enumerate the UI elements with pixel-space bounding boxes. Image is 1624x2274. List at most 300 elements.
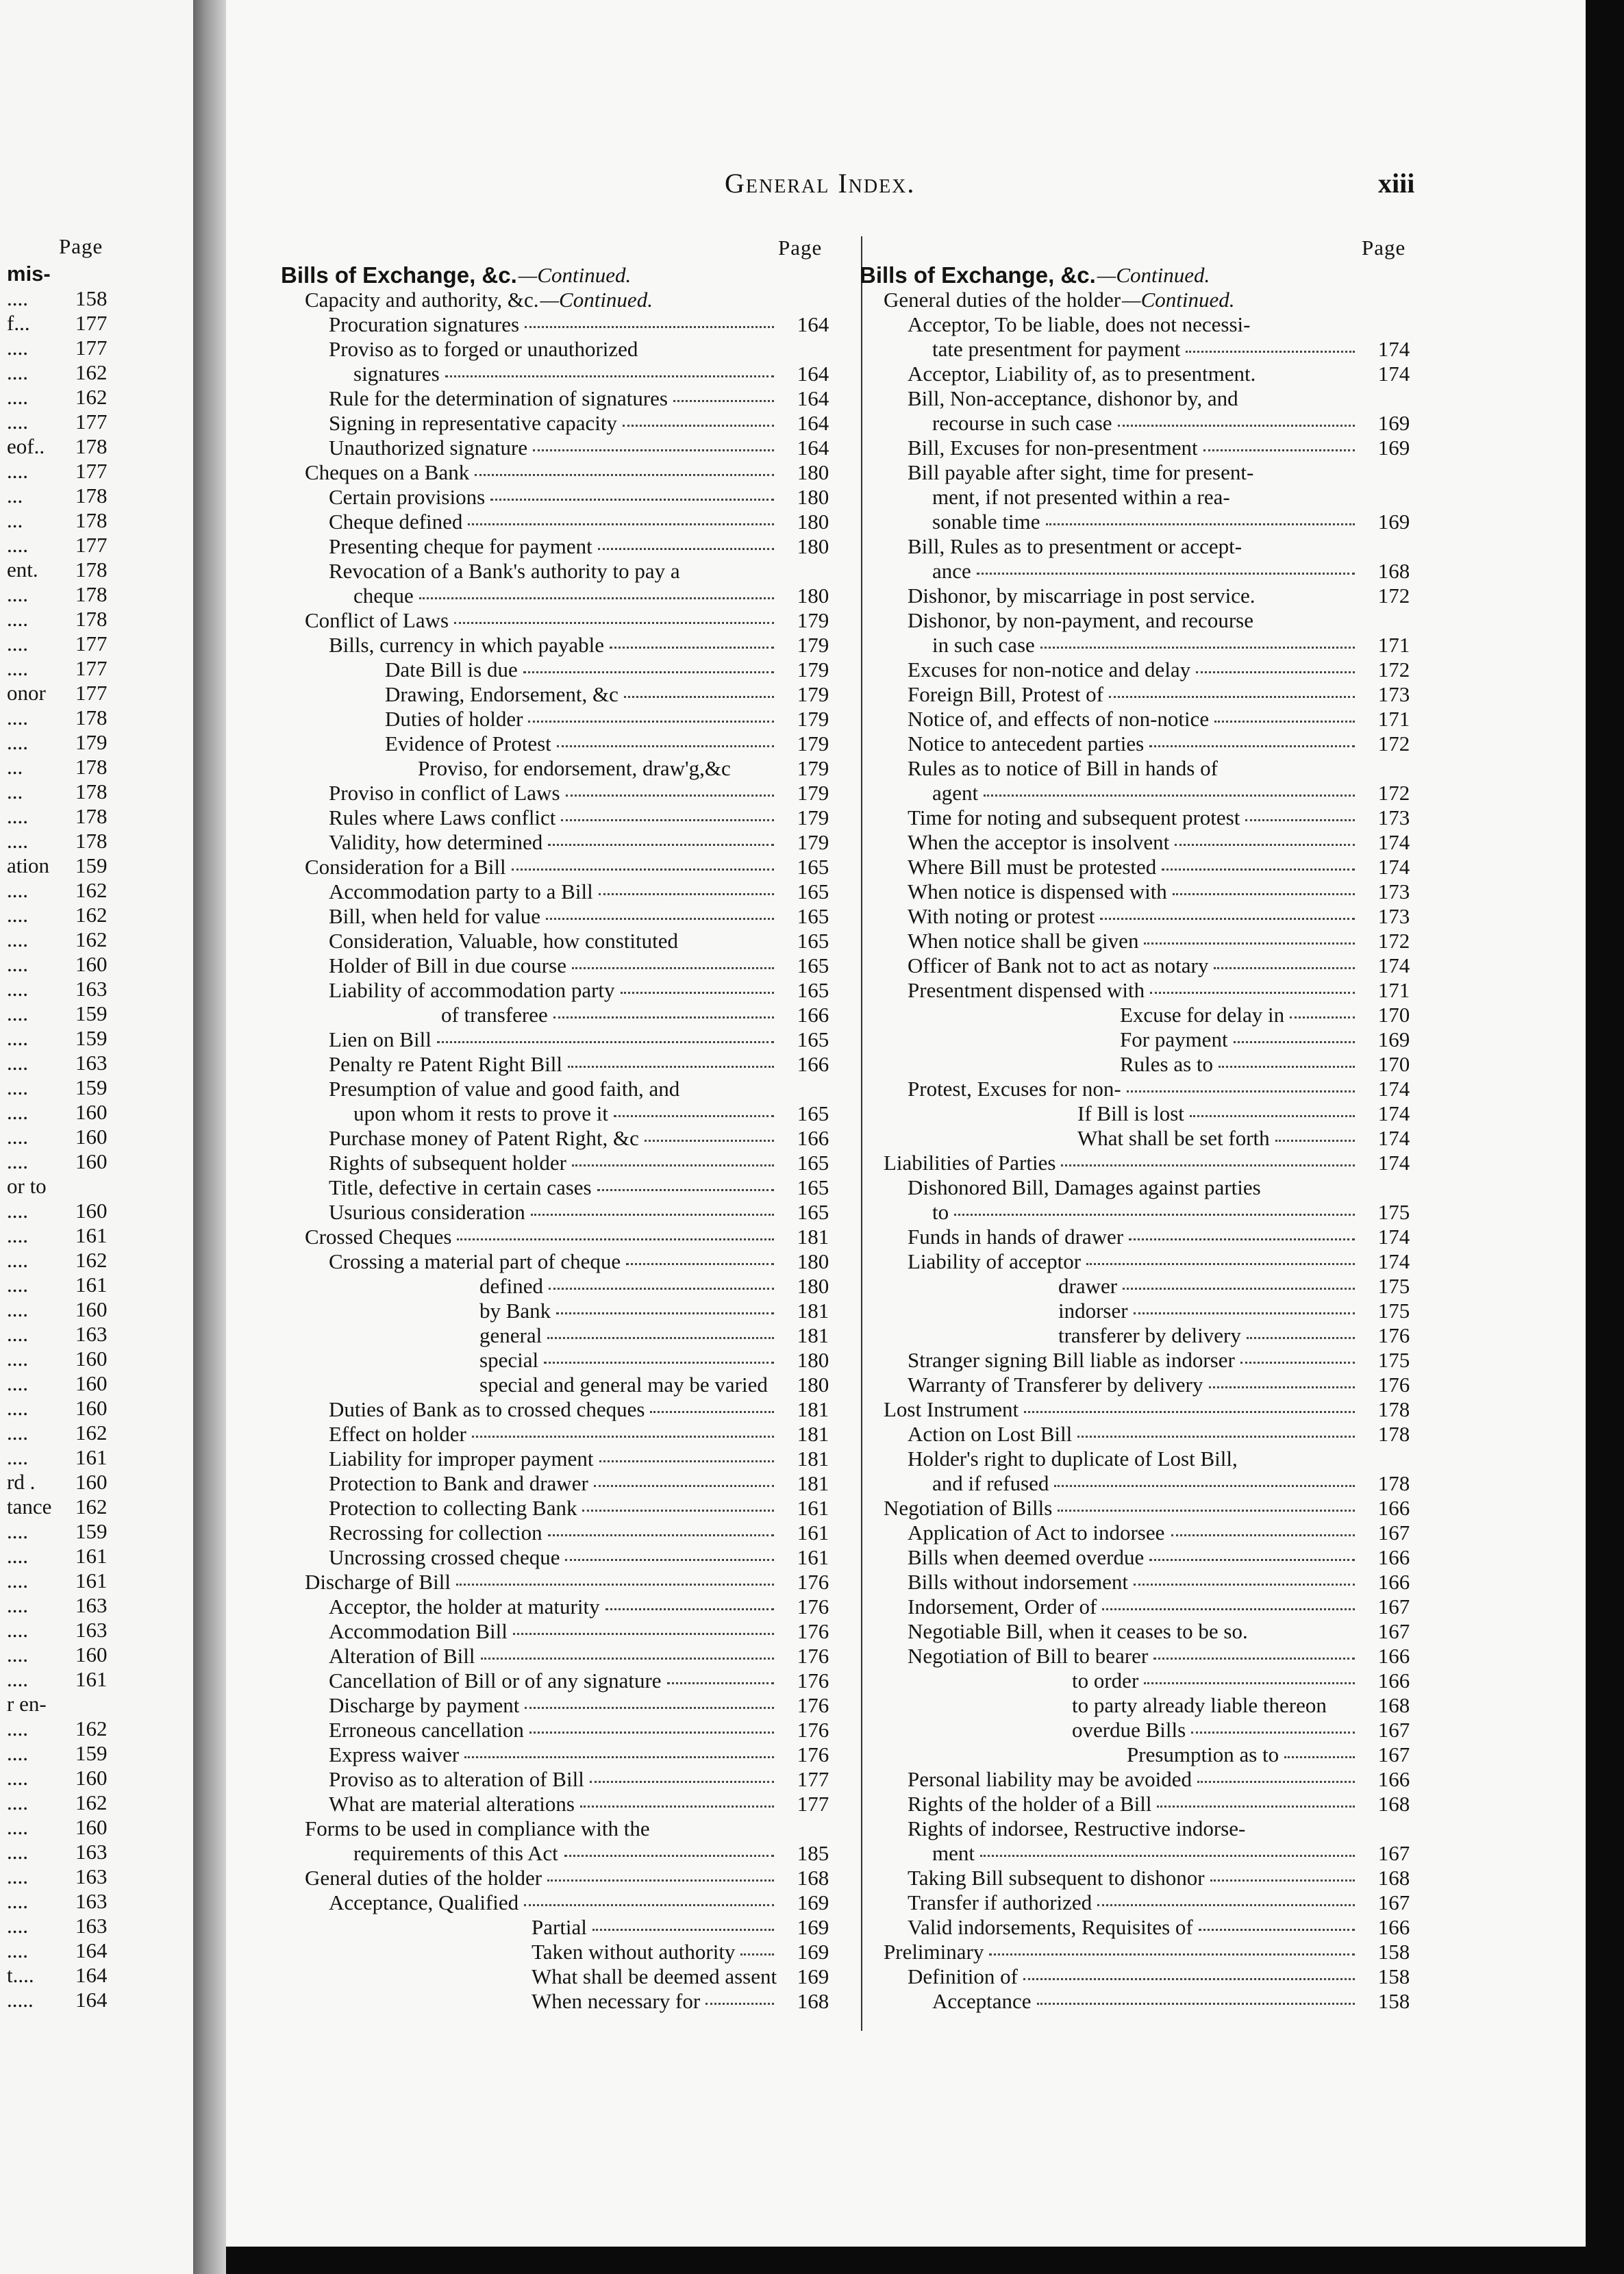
left-page-entry-fragment — [0, 434, 193, 459]
index-entry-text: Acceptance — [932, 1989, 1032, 2013]
fragment-page-number: 178 — [75, 484, 108, 508]
index-entry-text: Rules as to notice of Bill in hands of — [908, 756, 1218, 780]
dot-leader — [525, 1707, 774, 1709]
fragment-page-number: 163 — [75, 1051, 108, 1075]
index-entry-text: Accommodation Bill — [329, 1619, 508, 1643]
fragment-page-number: 178 — [75, 705, 108, 729]
index-entry — [281, 1200, 911, 1225]
fragment-page-number: 162 — [75, 1790, 108, 1814]
index-entry — [860, 1742, 1476, 1767]
dot-leader — [524, 1904, 774, 1906]
index-entry — [860, 1890, 1476, 1915]
fragment-page-number: 177 — [75, 336, 108, 360]
fragment-text: .... — [7, 878, 28, 902]
index-entry-text: What shall be deemed assent — [532, 1964, 777, 1988]
continued-note: —Continued. — [1122, 288, 1235, 312]
fragment-text: .... — [7, 1445, 28, 1469]
fragment-text: ... — [7, 779, 23, 803]
index-entry-text: defined — [479, 1274, 543, 1298]
dot-leader — [572, 967, 774, 969]
index-entry-text: Holder of Bill in due course — [329, 953, 566, 977]
page-reference: 172 — [1377, 929, 1410, 953]
fragment-text: .... — [7, 1790, 28, 1814]
fragment-page-number: 162 — [75, 878, 108, 902]
left-page-entry-fragment — [0, 1840, 193, 1864]
left-page-entry-fragment — [0, 1445, 193, 1470]
page-reference: 180 — [797, 584, 829, 608]
fragment-page-number: 159 — [75, 853, 108, 877]
dot-leader — [605, 1608, 774, 1610]
fragment-page-number: 160 — [75, 1100, 108, 1124]
index-entry — [281, 559, 911, 584]
index-entry — [281, 534, 911, 559]
index-entry — [860, 1101, 1476, 1126]
fragment-text: .... — [7, 927, 28, 951]
index-entry — [860, 1841, 1476, 1866]
index-entry-text: Excuse for delay in — [1120, 1003, 1285, 1027]
dot-leader — [1129, 1238, 1355, 1240]
left-page-entry-fragment — [0, 632, 193, 656]
left-page-entry-fragment — [0, 1593, 193, 1618]
left-page-entry-fragment — [0, 779, 193, 804]
index-entry — [860, 1397, 1476, 1422]
dot-leader — [980, 1855, 1355, 1857]
dot-leader — [705, 2003, 774, 2005]
index-entry — [281, 312, 911, 337]
fragment-text: .... — [7, 705, 28, 729]
dot-leader — [566, 795, 774, 797]
fragment-page-number: 178 — [75, 779, 108, 803]
index-entry — [860, 1052, 1476, 1077]
page-reference: 174 — [1377, 1249, 1410, 1273]
index-entry — [860, 904, 1476, 929]
page-reference: 161 — [797, 1545, 829, 1569]
dot-leader — [1134, 1312, 1355, 1314]
index-entry-text: Application of Act to indorsee — [908, 1521, 1165, 1545]
index-entry — [860, 263, 1476, 288]
page-reference: 180 — [797, 1249, 829, 1273]
index-entry — [860, 1693, 1476, 1718]
page-reference: 181 — [797, 1447, 829, 1471]
fragment-text: ... — [7, 508, 23, 532]
index-entry — [281, 658, 911, 682]
dot-leader — [1214, 967, 1355, 969]
left-page-label: Page — [59, 234, 103, 258]
dot-leader — [1209, 1386, 1355, 1388]
index-entry-text: Consideration, Valuable, how constituted — [329, 929, 678, 953]
left-page-entry-fragment — [0, 1421, 193, 1445]
index-entry — [281, 805, 911, 830]
fragment-page-number: 160 — [75, 1371, 108, 1395]
index-entry — [860, 1669, 1476, 1693]
index-entry-text: Notice to antecedent parties — [908, 732, 1145, 755]
index-entry-text: Acceptor, the holder at maturity — [329, 1595, 600, 1619]
page-reference: 178 — [1377, 1422, 1410, 1446]
page-reference: 158 — [1377, 1989, 1410, 2013]
page-reference: 178 — [1377, 1471, 1410, 1495]
dot-leader — [984, 795, 1355, 797]
index-entry — [281, 584, 911, 608]
page-reference: 176 — [1377, 1323, 1410, 1347]
page-reference: 176 — [797, 1693, 829, 1717]
index-entry-text: Bill, Excuses for non-presentment — [908, 436, 1198, 460]
index-entry-text: Proviso as to alteration of Bill — [329, 1767, 584, 1791]
fragment-page-number: 160 — [75, 1766, 108, 1790]
index-entry — [860, 559, 1476, 584]
page-reference: 178 — [1377, 1397, 1410, 1421]
index-entry-text: Bill, Non-acceptance, dishonor by, and — [908, 386, 1238, 410]
page-reference: 168 — [1377, 1866, 1410, 1890]
index-entry — [281, 1348, 911, 1373]
index-entry-text: Definition of — [908, 1964, 1018, 1988]
index-entry-text: Duties of Bank as to crossed cheques — [329, 1397, 645, 1421]
fragment-page-number: 160 — [75, 1642, 108, 1666]
page-number: xiii — [1378, 168, 1415, 199]
index-entry — [860, 436, 1476, 460]
fragment-text: .... — [7, 730, 28, 754]
page-reference: 161 — [797, 1521, 829, 1545]
page-reference: 169 — [797, 1890, 829, 1914]
index-entry — [281, 1792, 911, 1816]
index-entry-text: Bills without indorsement — [908, 1570, 1129, 1594]
index-entry-text: What shall be set forth — [1077, 1126, 1270, 1150]
index-entry-text: recourse in such case — [932, 411, 1112, 435]
index-entry-text: Certain provisions — [329, 485, 486, 509]
dot-leader — [548, 844, 774, 846]
fragment-text: eof.. — [7, 434, 45, 458]
page-reference: 168 — [797, 1866, 829, 1890]
index-entry-text: Proviso as to forged or unauthorized — [329, 337, 638, 361]
index-entry — [860, 1200, 1476, 1225]
left-page-entry-fragment — [0, 1248, 193, 1273]
index-entry-text: upon whom it rests to prove it — [353, 1101, 608, 1125]
index-heading: Bills of Exchange, &c. — [860, 262, 1096, 288]
index-entry-text: Acceptor, To be liable, does not necessi- — [908, 312, 1251, 336]
dot-leader — [1127, 1090, 1355, 1092]
index-entry-text: drawer — [1058, 1274, 1118, 1298]
index-page — [226, 0, 1586, 2247]
dot-leader — [1144, 942, 1355, 945]
index-entry — [281, 1718, 911, 1742]
page-reference: 174 — [1377, 1101, 1410, 1125]
dot-leader — [1240, 1362, 1355, 1364]
index-entry — [281, 1027, 911, 1052]
dot-leader — [1284, 1756, 1355, 1758]
page-reference: 169 — [1377, 510, 1410, 534]
dot-leader — [1275, 1140, 1355, 1142]
page-reference: 179 — [797, 707, 829, 731]
index-entry — [281, 781, 911, 805]
index-entry-text: Rule for the determination of signatures — [329, 386, 669, 410]
index-entry — [281, 953, 911, 978]
left-page-entry-fragment — [0, 410, 193, 434]
fragment-text: ent. — [7, 558, 38, 582]
fragment-page-number: 159 — [75, 1519, 108, 1543]
page-reference: 165 — [797, 855, 829, 879]
index-entry — [281, 608, 911, 633]
index-entry — [281, 929, 911, 953]
fragment-text: .... — [7, 1593, 28, 1617]
dot-leader — [1054, 1485, 1355, 1487]
page-reference: 165 — [797, 1175, 829, 1199]
fragment-text: .... — [7, 1421, 28, 1445]
fragment-text: .... — [7, 533, 28, 557]
index-entry-text: Liabilities of Parties — [884, 1151, 1056, 1175]
index-entry — [860, 855, 1476, 879]
fragment-page-number: 160 — [75, 1149, 108, 1173]
dot-leader — [564, 1855, 774, 1857]
page-reference: 174 — [1377, 362, 1410, 386]
index-entry — [860, 1323, 1476, 1348]
dot-leader — [1024, 1411, 1355, 1413]
index-entry-text: Evidence of Protest — [385, 732, 551, 755]
continued-note: —Continued. — [540, 288, 653, 312]
dot-leader — [565, 1559, 774, 1561]
page-reference: 176 — [797, 1742, 829, 1766]
index-entry — [281, 732, 911, 756]
index-entry-text: transferer by delivery — [1058, 1323, 1241, 1347]
page-reference: 180 — [797, 534, 829, 558]
index-entry — [281, 1077, 911, 1101]
index-entry-text: Protection to collecting Bank — [329, 1496, 577, 1520]
dot-leader — [454, 622, 774, 624]
page-reference: 180 — [797, 485, 829, 509]
left-page-entry-fragment — [0, 730, 193, 755]
index-entry — [860, 485, 1476, 510]
index-entry-text: Acceptor, Liability of, as to presentment. — [908, 362, 1256, 386]
dot-leader — [1197, 1781, 1355, 1783]
page-reference: 166 — [1377, 1545, 1410, 1569]
index-entry-text: Consideration for a Bill — [305, 855, 506, 879]
fragment-text: .... — [7, 1149, 28, 1173]
page-reference: 181 — [797, 1299, 829, 1323]
index-entry-text: special and general may be varied — [479, 1373, 768, 1397]
page-reference: 185 — [797, 1841, 829, 1865]
fragment-text: .... — [7, 977, 28, 1001]
left-page-entry-fragment — [0, 262, 193, 286]
index-entry-text: Negotiation of Bills — [884, 1496, 1053, 1520]
index-entry-text: to party already liable thereon — [1072, 1693, 1327, 1717]
page-reference: 165 — [797, 1101, 829, 1125]
index-entry-text: Liability of acceptor — [908, 1249, 1082, 1273]
index-entry-text: by Bank — [479, 1299, 551, 1323]
page-reference: 175 — [1377, 1299, 1410, 1323]
page-reference: 173 — [1377, 879, 1410, 903]
index-entry — [860, 830, 1476, 855]
left-page-entry-fragment — [0, 656, 193, 681]
index-entry-text: Crossed Cheques — [305, 1225, 452, 1249]
index-entry — [860, 1373, 1476, 1397]
left-page-entry-fragment — [0, 681, 193, 705]
fragment-page-number: 162 — [75, 1495, 108, 1519]
index-entry-text: Personal liability may be avoided — [908, 1767, 1192, 1791]
dot-leader — [626, 1263, 774, 1265]
dot-leader — [468, 523, 774, 525]
left-page-entry-fragment — [0, 286, 193, 311]
fragment-text: ... — [7, 484, 23, 508]
dot-leader — [667, 1682, 774, 1684]
index-entry — [860, 1003, 1476, 1027]
index-entry-text: Acceptance, Qualified — [329, 1890, 519, 1914]
index-entry — [860, 411, 1476, 436]
index-entry — [860, 1915, 1476, 1940]
page-reference: 164 — [797, 312, 829, 336]
page-reference: 165 — [797, 1027, 829, 1051]
fragment-text: t.... — [7, 1963, 34, 1987]
index-entry — [281, 1471, 911, 1496]
left-page-entry-fragment — [0, 1125, 193, 1149]
page-reference: 166 — [1377, 1570, 1410, 1594]
index-entry-text: Time for noting and subsequent protest — [908, 805, 1240, 829]
index-entry — [860, 1348, 1476, 1373]
left-page-entry-fragment — [0, 1914, 193, 1938]
index-entry — [860, 1792, 1476, 1816]
dot-leader — [1118, 425, 1355, 427]
page-reference: 176 — [1377, 1373, 1410, 1397]
dot-leader — [614, 1115, 774, 1117]
index-entry — [281, 1003, 911, 1027]
index-entry — [281, 1742, 911, 1767]
index-entry — [281, 1669, 911, 1693]
dot-leader — [1040, 647, 1355, 649]
dot-leader — [1210, 1879, 1355, 1882]
left-page-entry-fragment — [0, 1297, 193, 1322]
index-entry-text: to — [932, 1200, 949, 1224]
index-entry-text: Protection to Bank and drawer — [329, 1471, 588, 1495]
left-page-entry-fragment — [0, 1075, 193, 1100]
left-page-entry-fragment — [0, 1100, 193, 1125]
index-entry — [860, 633, 1476, 658]
page-reference: 179 — [797, 658, 829, 682]
index-entry — [281, 756, 911, 781]
index-entry-text: Valid indorsements, Requisites of — [908, 1915, 1193, 1939]
index-entry — [281, 288, 911, 312]
fragment-page-number: 161 — [75, 1223, 108, 1247]
page-reference: 177 — [797, 1767, 829, 1791]
index-entry — [281, 1052, 911, 1077]
fragment-page-number: 178 — [75, 607, 108, 631]
index-entry-text: Cheques on a Bank — [305, 460, 470, 484]
fragment-text: .... — [7, 1297, 28, 1321]
index-entry-text: of transferee — [441, 1003, 548, 1027]
fragment-page-number: 162 — [75, 1421, 108, 1445]
page-reference: 164 — [797, 436, 829, 460]
index-entry — [281, 263, 911, 288]
left-page-entry-fragment — [0, 927, 193, 952]
fragment-text: .... — [7, 1667, 28, 1691]
page-reference: 179 — [797, 830, 829, 854]
fragment-page-number: 178 — [75, 434, 108, 458]
dot-leader — [580, 1806, 774, 1808]
index-entry — [860, 732, 1476, 756]
dot-leader — [590, 1781, 774, 1783]
index-entry — [281, 1422, 911, 1447]
left-page-entry-fragment — [0, 1963, 193, 1988]
dot-leader — [1058, 1510, 1355, 1512]
index-entry-text: Express waiver — [329, 1742, 460, 1766]
page-reference: 179 — [797, 608, 829, 632]
page-reference: 167 — [1377, 1718, 1410, 1742]
index-entry — [281, 1866, 911, 1890]
fragment-page-number: 177 — [75, 681, 108, 705]
dot-leader — [1153, 1658, 1355, 1660]
index-entry — [860, 929, 1476, 953]
fragment-page-number: 163 — [75, 977, 108, 1001]
fragment-page-number: 159 — [75, 1075, 108, 1099]
page-reference: 167 — [1377, 1619, 1410, 1643]
continued-note: —Continued. — [1097, 263, 1210, 287]
page-reference: 173 — [1377, 682, 1410, 706]
index-entry-text: Signing in representative capacity — [329, 411, 617, 435]
index-entry — [281, 1175, 911, 1200]
index-entry-text: Validity, how determined — [329, 830, 543, 854]
left-page-entry-fragment — [0, 533, 193, 558]
left-page-entry-fragment — [0, 804, 193, 829]
fragment-text: tance — [7, 1495, 52, 1519]
dot-leader — [557, 745, 774, 747]
left-page-entry-fragment — [0, 1741, 193, 1766]
page-reference: 169 — [1377, 436, 1410, 460]
page-reference: 167 — [1377, 1841, 1410, 1865]
index-entry-text: general — [479, 1323, 542, 1347]
page-reference: 158 — [1377, 1940, 1410, 1964]
left-page-entry-fragment — [0, 1396, 193, 1421]
dot-leader — [548, 1534, 774, 1536]
index-entry-text: Rights of indorsee, Restructive indorse- — [908, 1816, 1246, 1840]
fragment-page-number: 163 — [75, 1618, 108, 1642]
fragment-text: or to — [7, 1174, 47, 1198]
fragment-text: .... — [7, 1001, 28, 1025]
index-entry — [860, 510, 1476, 534]
dot-leader — [481, 1658, 774, 1660]
fragment-page-number: 163 — [75, 1322, 108, 1346]
dot-leader — [582, 1510, 774, 1512]
fragment-text: .... — [7, 804, 28, 828]
index-entry — [281, 1915, 911, 1940]
index-entry — [860, 805, 1476, 830]
left-page-entry-fragment — [0, 360, 193, 385]
index-entry — [281, 1989, 911, 2014]
fragment-page-number: 162 — [75, 903, 108, 927]
fragment-page-number: 162 — [75, 1716, 108, 1740]
index-entry-text: Action on Lost Bill — [908, 1422, 1073, 1446]
index-entry-text: Discharge of Bill — [305, 1570, 451, 1594]
page-reference: 176 — [797, 1619, 829, 1643]
fragment-text: .... — [7, 1396, 28, 1420]
page-reference: 174 — [1377, 1126, 1410, 1150]
index-entry — [860, 1422, 1476, 1447]
index-entry — [281, 362, 911, 386]
page-reference: 176 — [797, 1669, 829, 1692]
left-page-entry-fragment — [0, 1889, 193, 1914]
index-entry — [860, 608, 1476, 633]
page-reference: 174 — [1377, 1225, 1410, 1249]
index-entry-text: For payment — [1120, 1027, 1228, 1051]
index-entry — [281, 1101, 911, 1126]
index-entry-text: General duties of the holder — [305, 1866, 542, 1890]
dot-leader — [1046, 523, 1355, 525]
fragment-page-number: 161 — [75, 1273, 108, 1297]
dot-leader — [457, 1238, 774, 1240]
index-entry-text: Holder's right to duplicate of Lost Bill, — [908, 1447, 1238, 1471]
index-entry — [860, 534, 1476, 559]
index-entry-text: in such case — [932, 633, 1035, 657]
left-page-entry-fragment — [0, 311, 193, 336]
index-entry-text: Title, defective in certain cases — [329, 1175, 592, 1199]
index-entry-text: cheque — [353, 584, 414, 608]
dot-leader — [490, 499, 774, 501]
dot-leader — [592, 1929, 774, 1931]
